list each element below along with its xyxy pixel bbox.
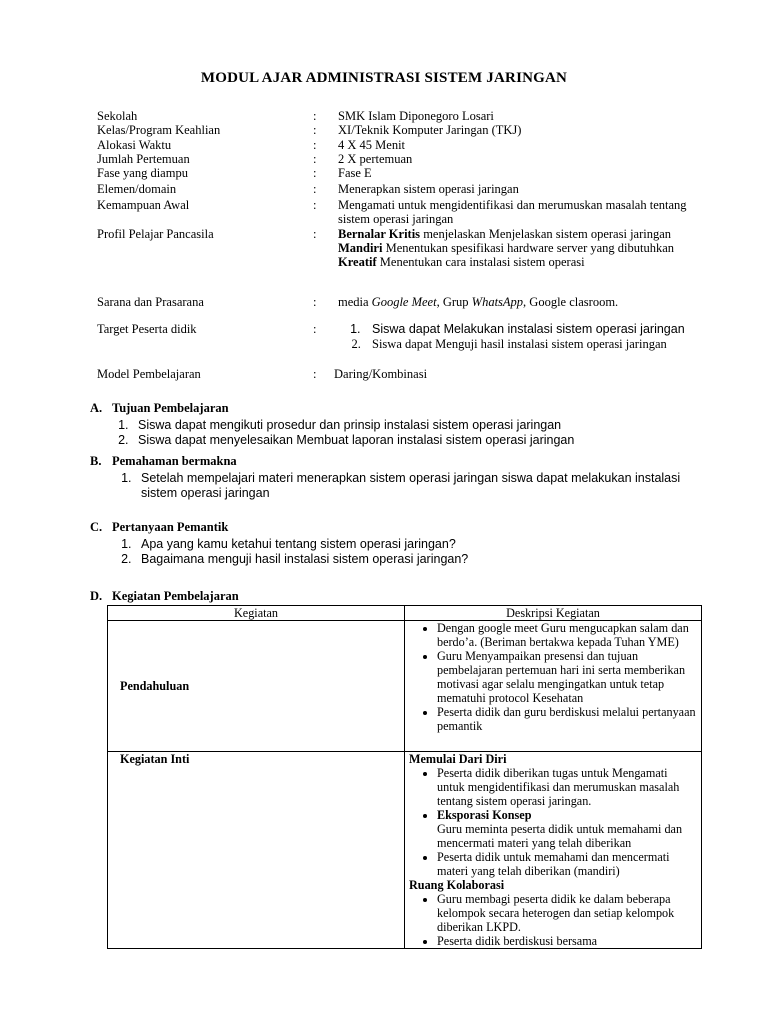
- colon: :: [313, 295, 317, 309]
- table-row: [108, 621, 702, 752]
- identity-label: Kelas/Program Keahlian: [97, 123, 221, 137]
- colon: :: [313, 109, 317, 123]
- table-header-row: [108, 606, 702, 621]
- list-item: 2. Siswa dapat Menguji hasil instalasi sistem operasi jaringan: [364, 337, 710, 352]
- identity-value: 4 X 45 Menit: [338, 138, 406, 152]
- profil-item: Kreatif Menentukan cara instalasi sistem operasi: [338, 255, 585, 269]
- table-header: Deskripsi Kegiatan: [405, 606, 702, 621]
- list-item: 1. Setelah mempelajari materi menerapkan sistem operasi jaringan siswa dapat melakukan instalasi sistem operasi jaringan: [135, 471, 695, 501]
- colon: :: [313, 138, 317, 152]
- section-heading: D. Kegiatan Pembelajaran: [90, 589, 239, 603]
- row-description: [405, 752, 702, 949]
- subheading: Ruang Kolaborasi: [409, 878, 505, 892]
- identity-label: Fase yang diampu: [97, 166, 188, 180]
- identity-label: Alokasi Waktu: [97, 138, 172, 152]
- list-item: 1. Apa yang kamu ketahui tentang sistem operasi jaringan?: [135, 537, 710, 552]
- colon: :: [313, 198, 317, 212]
- list-item: 2. Siswa dapat menyelesaikan Membuat laporan instalasi sistem operasi jaringan: [132, 433, 710, 448]
- list-item: • Dengan google meet Guru mengucapkan salam dan berdo’a. (Beriman bertakwa kepada Tuhan YME): [437, 621, 697, 649]
- section-heading: C. Pertanyaan Pemantik: [90, 520, 229, 534]
- profil-item: Mandiri Menentukan spesifikasi hardware server yang dibutuhkan: [338, 241, 675, 255]
- list-item: • Guru membagi peserta didik ke dalam beberapa kelompok secara heterogen dan setiap kelompok diberikan LKPD.: [437, 892, 697, 934]
- list-item: • Peserta didik berdiskusi bersama: [437, 934, 697, 948]
- colon: :: [313, 227, 317, 241]
- list-item: • Peserta didik dan guru berdiskusi melalui pertanyaan pemantik: [437, 705, 697, 733]
- identity-value: Daring/Kombinasi: [334, 367, 428, 381]
- identity-value: SMK Islam Diponegoro Losari: [338, 109, 494, 123]
- identity-value: Menerapkan sistem operasi jaringan: [338, 182, 519, 196]
- paragraph: Guru meminta peserta didik untuk memahami dan mencermati materi yang telah diberikan: [437, 822, 683, 850]
- section-pemahaman: [90, 454, 710, 501]
- identity-value: media Google Meet, Grup WhatsApp, Google clasroom.: [338, 295, 619, 309]
- profil-item: Bernalar Kritis menjelaskan Menjelaskan sistem operasi jaringan: [338, 227, 672, 241]
- list-item: 2. Bagaimana menguji hasil instalasi sistem operasi jaringan?: [135, 552, 710, 567]
- row-label: Pendahuluan: [108, 621, 405, 752]
- document-title: MODUL AJAR ADMINISTRASI SISTEM JARINGAN: [200, 70, 568, 86]
- identity-label: Model Pembelajaran: [97, 367, 201, 381]
- colon: :: [313, 322, 317, 336]
- list-item: • Guru Menyampaikan presensi dan tujuan pembelajaran pertemuan hari ini serta memberikan motivasi agar selalu mengingatkan untuk tetap mematuhi protocol Kesehatan: [437, 649, 697, 705]
- identity-value: [338, 227, 708, 269]
- section-heading: A. Tujuan Pembelajaran: [90, 401, 229, 415]
- section-tujuan: [90, 401, 710, 448]
- section-pertanyaan: [90, 520, 710, 567]
- table-header: Kegiatan: [108, 606, 405, 621]
- list-item: • Peserta didik diberikan tugas untuk Mengamati untuk mengidentifikasi dan merumuskan masalah tentang sistem operasi jaringan.: [437, 766, 697, 808]
- identity-value: Fase E: [338, 166, 372, 180]
- colon: :: [313, 123, 317, 137]
- table-row: [108, 752, 702, 949]
- colon: :: [313, 166, 317, 180]
- identity-label: Sarana dan Prasarana: [97, 295, 204, 309]
- row-description: [405, 621, 702, 752]
- colon: :: [313, 182, 317, 196]
- identity-label: Profil Pelajar Pancasila: [97, 227, 214, 241]
- list-item: • Peserta didik untuk memahami dan mencermati materi yang telah diberikan (mandiri): [437, 850, 697, 878]
- identity-label: Kemampuan Awal: [97, 198, 190, 212]
- identity-label: Elemen/domain: [97, 182, 177, 196]
- row-label: Kegiatan Inti: [108, 752, 405, 949]
- identity-value: Mengamati untuk mengidentifikasi dan merumuskan masalah tentang sistem operasi jaringan: [338, 198, 687, 226]
- list-item: 1. Siswa dapat Melakukan instalasi sistem operasi jaringan: [364, 322, 710, 337]
- subheading: Memulai Dari Diri: [409, 752, 507, 766]
- colon: :: [313, 367, 317, 381]
- kegiatan-table: [107, 605, 702, 949]
- identity-value: XI/Teknik Komputer Jaringan (TKJ): [338, 123, 522, 137]
- list-item: 1. Siswa dapat mengikuti prosedur dan prinsip instalasi sistem operasi jaringan: [132, 418, 710, 433]
- identity-label: Target Peserta didik: [97, 322, 197, 336]
- identity-label: Jumlah Pertemuan: [97, 152, 190, 166]
- list-item: • Eksporasi Konsep: [437, 808, 697, 822]
- section-heading: B. Pemahaman bermakna: [90, 454, 237, 468]
- identity-label: Sekolah: [97, 109, 138, 123]
- identity-value: [330, 322, 710, 352]
- colon: :: [313, 152, 317, 166]
- identity-value: 2 X pertemuan: [338, 152, 413, 166]
- section-kegiatan: [90, 589, 710, 604]
